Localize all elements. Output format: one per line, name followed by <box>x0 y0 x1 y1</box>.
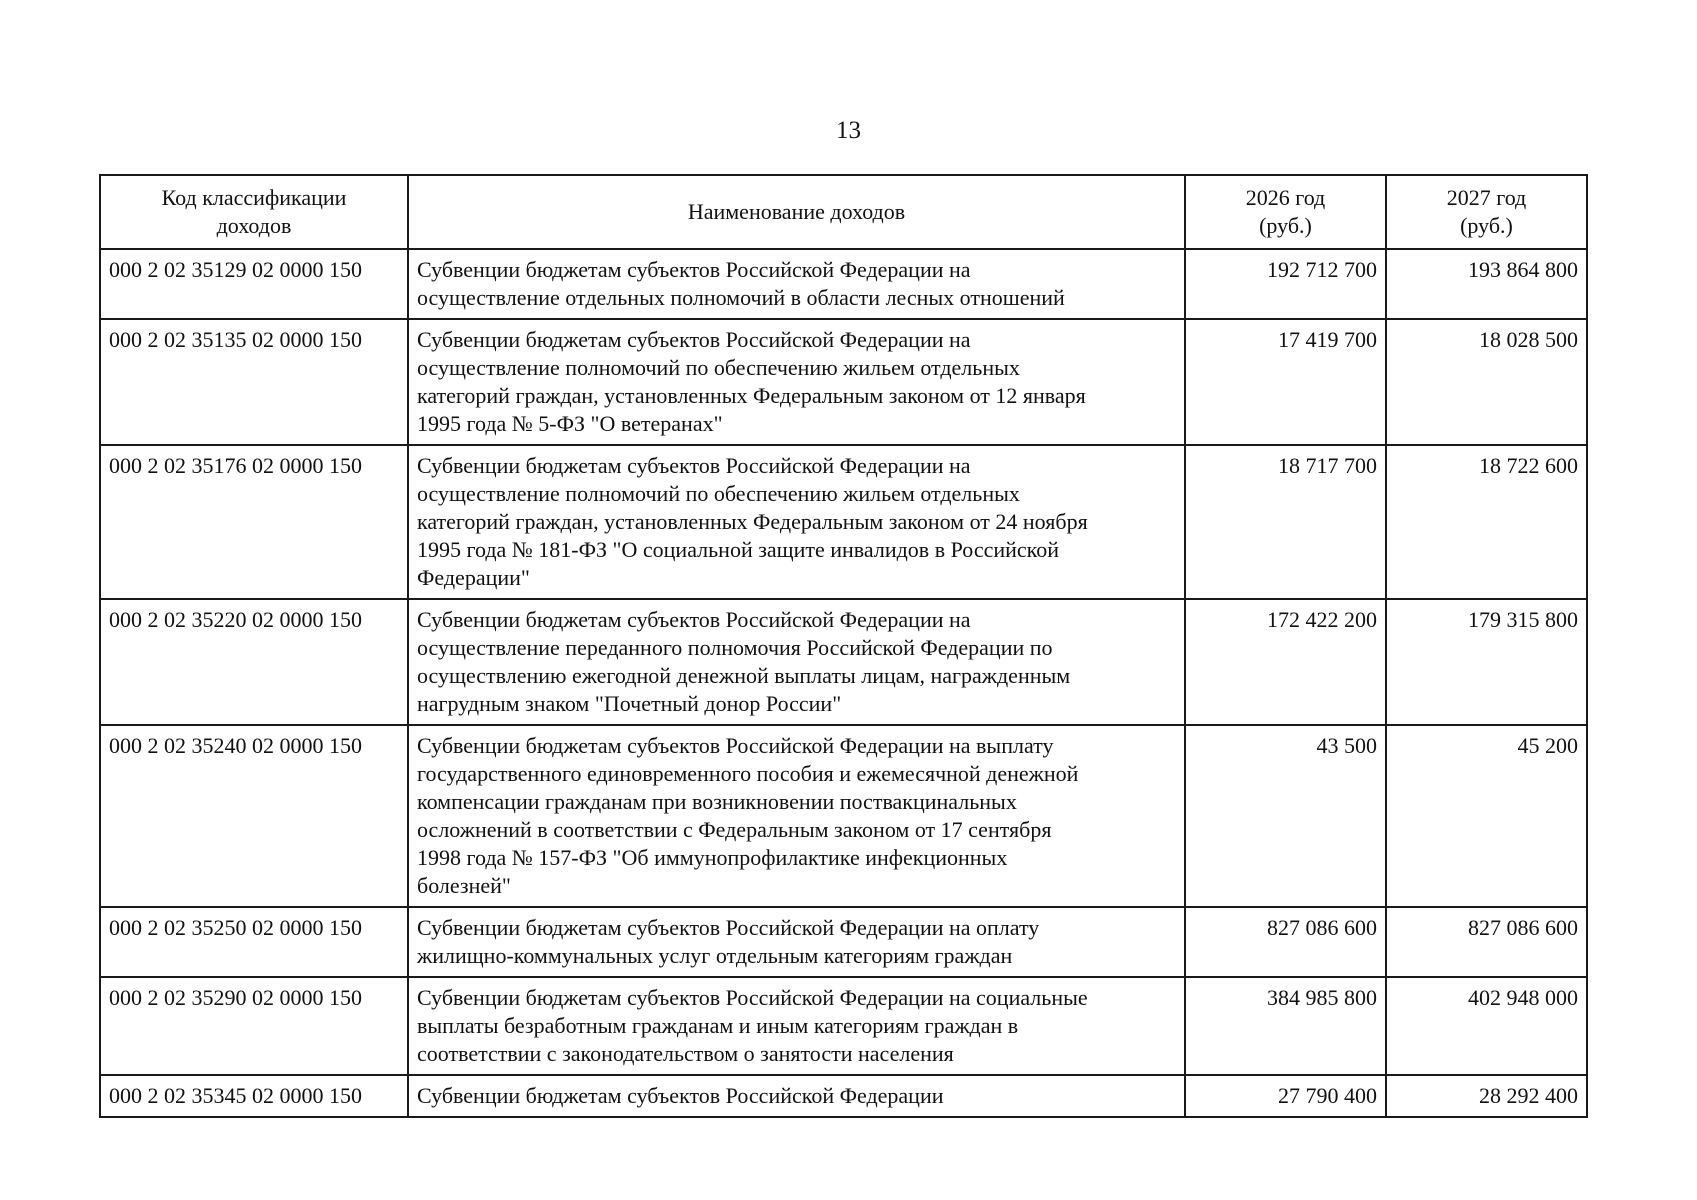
amount-2027: 179 315 800 <box>1386 599 1587 725</box>
income-name-line: нагрудным знаком "Почетный донор России" <box>417 691 842 716</box>
amount-2026: 827 086 600 <box>1185 907 1386 977</box>
classification-code: 000 2 02 35240 02 0000 150 <box>100 725 408 907</box>
income-name <box>408 907 1185 977</box>
amount-2027: 402 948 000 <box>1386 977 1587 1075</box>
classification-code: 000 2 02 35250 02 0000 150 <box>100 907 408 977</box>
amount-2027: 18 722 600 <box>1386 445 1587 599</box>
income-name-line: Субвенции бюджетам субъектов Российской Федерации на социальные <box>417 985 1088 1010</box>
income-name <box>408 725 1185 907</box>
income-name-line: осуществление отдельных полномочий в области лесных отношений <box>417 285 1065 310</box>
income-name-line: осуществление переданного полномочия Российской Федерации по <box>417 635 1053 660</box>
amount-2026: 27 790 400 <box>1185 1075 1386 1117</box>
amount-2027: 28 292 400 <box>1386 1075 1587 1117</box>
header-2027-line: (руб.) <box>1460 213 1513 238</box>
amount-2026: 17 419 700 <box>1185 319 1386 445</box>
income-name-line: категорий граждан, установленных Федеральным законом от 24 ноября <box>417 509 1088 534</box>
income-name-line: выплаты безработным гражданам и иным категориям граждан в <box>417 1013 1019 1038</box>
classification-code: 000 2 02 35220 02 0000 150 <box>100 599 408 725</box>
amount-2027: 193 864 800 <box>1386 249 1587 319</box>
amount-2026: 192 712 700 <box>1185 249 1386 319</box>
income-name-line: болезней" <box>417 873 511 898</box>
income-name-line: компенсации гражданам при возникновении поствакцинальных <box>417 789 1017 814</box>
header-2026 <box>1185 175 1386 249</box>
table-row <box>100 725 1587 907</box>
amount-2027: 45 200 <box>1386 725 1587 907</box>
income-name-line: категорий граждан, установленных Федеральным законом от 12 января <box>417 383 1086 408</box>
header-2027-line: 2027 год <box>1446 185 1527 210</box>
income-name-line: 1998 года № 157-ФЗ "Об иммунопрофилактике инфекционных <box>417 845 1008 870</box>
income-name <box>408 249 1185 319</box>
amount-2026: 18 717 700 <box>1185 445 1386 599</box>
amount-2026: 172 422 200 <box>1185 599 1386 725</box>
income-name <box>408 319 1185 445</box>
header-name: Наименование доходов <box>408 175 1185 249</box>
classification-code: 000 2 02 35176 02 0000 150 <box>100 445 408 599</box>
income-name <box>408 599 1185 725</box>
table-row <box>100 599 1587 725</box>
income-name-line: осуществление полномочий по обеспечению жильем отдельных <box>417 481 1020 506</box>
income-name-line: Субвенции бюджетам субъектов Российской Федерации на оплату <box>417 915 1040 940</box>
page-number: 13 <box>836 117 861 144</box>
income-name <box>408 977 1185 1075</box>
classification-code: 000 2 02 35345 02 0000 150 <box>100 1075 408 1117</box>
income-name-line: Субвенции бюджетам субъектов Российской Федерации на <box>417 453 971 478</box>
header-2026-line: 2026 год <box>1245 185 1326 210</box>
header-code-line: Код классификации <box>161 185 347 210</box>
income-name-line: Федерации" <box>417 565 530 590</box>
income-name <box>408 445 1185 599</box>
table-body <box>100 249 1587 1117</box>
income-name-line: 1995 года № 5-ФЗ "О ветеранах" <box>417 411 723 436</box>
income-name-line: Субвенции бюджетам субъектов Российской Федерации на выплату <box>417 733 1054 758</box>
table-row <box>100 445 1587 599</box>
income-table <box>99 174 1588 1118</box>
income-name-line: жилищно-коммунальных услуг отдельным категориям граждан <box>417 943 1013 968</box>
income-name-line: соответствии с законодательством о занятости населения <box>417 1041 954 1066</box>
income-name-line: государственного единовременного пособия и ежемесячной денежной <box>417 761 1079 786</box>
income-name-line: Субвенции бюджетам субъектов Российской Федерации на <box>417 607 971 632</box>
table-row <box>100 319 1587 445</box>
header-code-line: доходов <box>216 213 292 238</box>
table-row <box>100 249 1587 319</box>
income-name-line: Субвенции бюджетам субъектов Российской Федерации <box>417 1083 944 1108</box>
amount-2026: 384 985 800 <box>1185 977 1386 1075</box>
classification-code: 000 2 02 35135 02 0000 150 <box>100 319 408 445</box>
header-code <box>100 175 408 249</box>
income-name-line: Субвенции бюджетам субъектов Российской Федерации на <box>417 327 971 352</box>
income-name-line: осуществление полномочий по обеспечению жильем отдельных <box>417 355 1020 380</box>
header-2027 <box>1386 175 1587 249</box>
table-row <box>100 1075 1587 1117</box>
table-row <box>100 977 1587 1075</box>
classification-code: 000 2 02 35129 02 0000 150 <box>100 249 408 319</box>
amount-2027: 827 086 600 <box>1386 907 1587 977</box>
amount-2027: 18 028 500 <box>1386 319 1587 445</box>
header-row <box>100 175 1587 249</box>
income-name-line: осложнений в соответствии с Федеральным законом от 17 сентября <box>417 817 1052 842</box>
income-name-line: осуществлению ежегодной денежной выплаты лицам, награжденным <box>417 663 1071 688</box>
income-name <box>408 1075 1185 1117</box>
income-name-line: Субвенции бюджетам субъектов Российской Федерации на <box>417 257 971 282</box>
amount-2026: 43 500 <box>1185 725 1386 907</box>
income-name-line: 1995 года № 181-ФЗ "О социальной защите инвалидов в Российской <box>417 537 1060 562</box>
classification-code: 000 2 02 35290 02 0000 150 <box>100 977 408 1075</box>
header-2026-line: (руб.) <box>1259 213 1312 238</box>
table-row <box>100 907 1587 977</box>
